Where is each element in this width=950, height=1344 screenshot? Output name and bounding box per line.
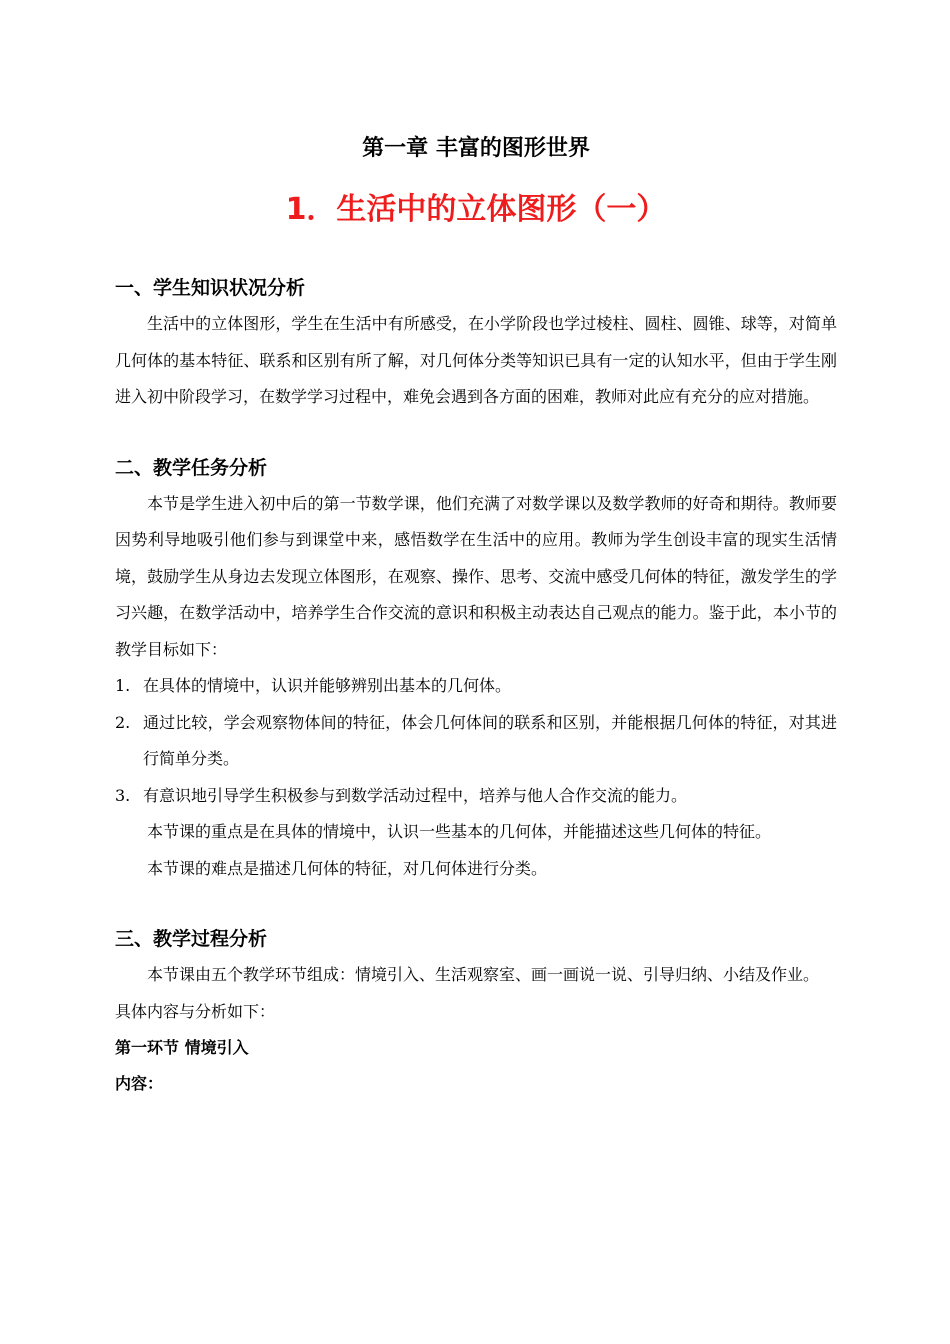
section-teaching-process	[115, 921, 837, 1102]
section-student-knowledge	[115, 270, 837, 416]
list-number: 2.	[115, 712, 131, 732]
section-heading: 二、教学任务分析	[115, 456, 268, 479]
paragraph: 本节是学生进入初中后的第一节数学课，他们充满了对数学课以及数学教师的好奇和期待。教师要因势利导地吸引他们参与到课堂中来，感悟数学在生活中的应用。教师为学生创设丰富的现实生活情境，鼓励学生从身边去发现立体图形，在观察、操作、思考、交流中感受几何体的特征，激发学生的学习兴趣，在数学活动中，培养学生合作交流的意识和积极主动表达自己观点的能力。鉴于此，本小节的教学目标如下：	[115, 493, 837, 659]
teaching-goals-list	[115, 668, 837, 814]
list-text: 通过比较，学会观察物体间的特征，体会几何体间的联系和区别，并能根据几何体的特征，对其进行简单分类。	[143, 712, 837, 768]
list-number: 3.	[115, 785, 131, 805]
paragraph: 本节课由五个教学环节组成：情境引入、生活观察室、画一画说一说、引导归纳、小结及作业。	[147, 965, 820, 984]
list-item	[115, 778, 837, 815]
list-text: 有意识地引导学生积极参与到数学活动过程中，培养与他人合作交流的能力。	[143, 785, 688, 805]
section-heading: 三、教学过程分析	[115, 928, 268, 950]
difficulty-paragraph: 本节课的难点是描述几何体的特征，对几何体进行分类。	[147, 858, 548, 878]
detail-label: 具体内容与分析如下：	[115, 1001, 276, 1021]
document-content	[115, 132, 837, 1102]
section-teaching-task	[115, 450, 837, 888]
section-heading: 一、学生知识状况分析	[115, 277, 306, 299]
list-item	[115, 705, 837, 778]
content-label: 内容：	[115, 1074, 164, 1093]
key-point-paragraph: 本节课的重点是在具体的情境中，认识一些基本的几何体，并能描述这些几何体的特征。	[147, 822, 772, 841]
chapter-title: 第一章 丰富的图形世界	[362, 136, 590, 161]
paragraph: 生活中的立体图形，学生在生活中有所感受，在小学阶段也学过棱柱、圆柱、圆锥、球等，对简单几何体的基本特征、联系和区别有所了解，对几何体分类等知识已具有一定的认知水平，但由于学生刚进入初中阶段学习，在数学学习过程中，难免会遇到各方面的困难，教师对此应有充分的应对措施。	[115, 314, 837, 406]
step-heading: 第一环节 情境引入	[115, 1038, 249, 1057]
list-text: 在具体的情境中，认识并能够辨别出基本的几何体。	[143, 676, 512, 695]
list-item	[115, 668, 837, 705]
list-number: 1.	[115, 676, 131, 695]
lesson-title: 1．生活中的立体图形（一）	[285, 192, 667, 227]
